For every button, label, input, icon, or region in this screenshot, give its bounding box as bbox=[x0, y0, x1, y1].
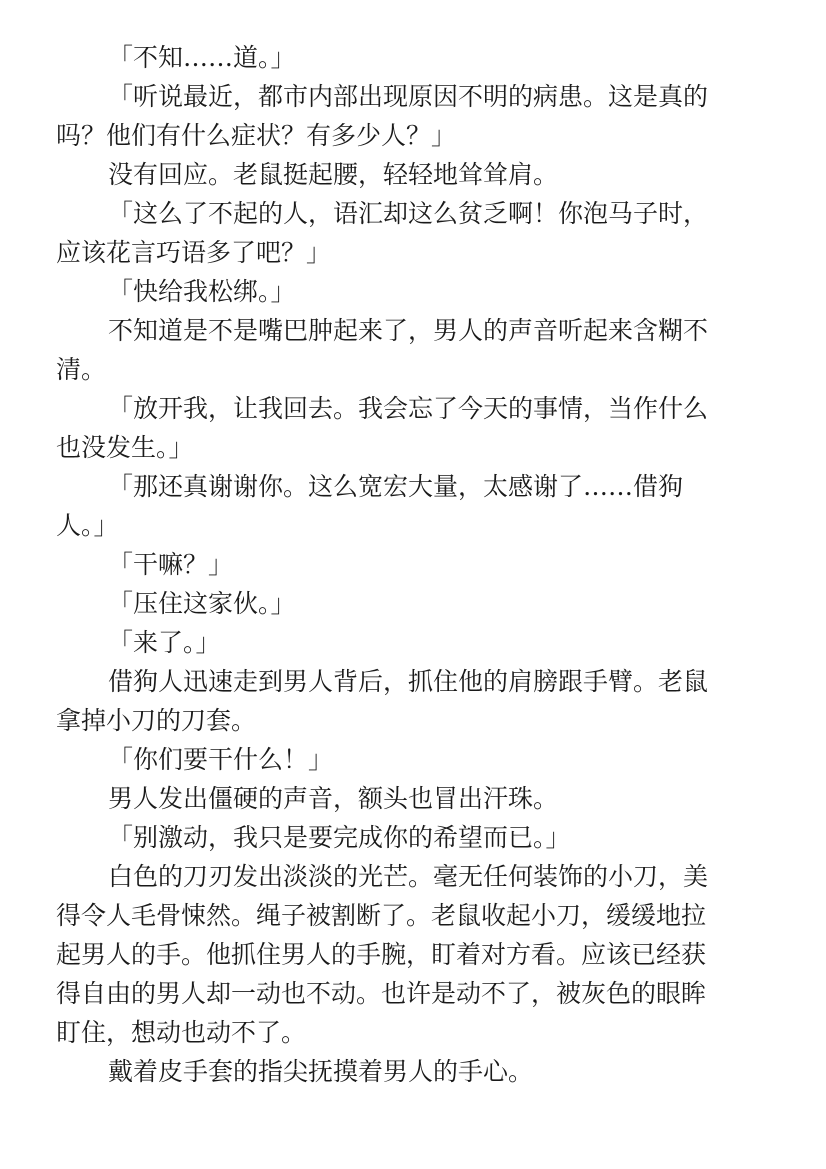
paragraph: 没有回应。老鼠挺起腰，轻轻地耸耸肩。 bbox=[108, 160, 559, 189]
paragraph: 戴着皮手套的指尖抚摸着男人的手心。 bbox=[108, 1057, 534, 1086]
paragraph: 「来了。」 bbox=[108, 628, 221, 657]
paragraph: 男人发出僵硬的声音，额头也冒出汗珠。 bbox=[108, 784, 559, 813]
paragraph: 「这么了不起的人，语汇却这么贫乏啊！你泡马子时， 应该花言巧语多了吧？」 bbox=[56, 199, 709, 267]
paragraph: 白色的刀刃发出淡淡的光芒。毫无任何装饰的小刀，美 得令人毛骨悚然。绳子被割断了。老鼠收起小刀，缓缓地拉 起男人的手。他抓住男人的手腕，盯着对方看。应该已经获 得自由的男人却一动也不动。也许是动不了，被灰色的眼眸 盯住，想动也动不了。 bbox=[56, 862, 709, 1047]
paragraph: 「你们要干什么！」 bbox=[108, 745, 334, 774]
paragraph: 「干嘛？」 bbox=[108, 550, 234, 579]
paragraph: 「压住这家伙。」 bbox=[108, 589, 296, 618]
paragraph: 「放开我，让我回去。我会忘了今天的事情，当作什么 也没发生。」 bbox=[56, 394, 709, 462]
paragraph: 不知道是不是嘴巴肿起来了，男人的声音听起来含糊不 清。 bbox=[56, 316, 709, 384]
paragraph: 「别激动，我只是要完成你的希望而已。」 bbox=[108, 823, 571, 852]
paragraph: 「听说最近，都市内部出现原因不明的病患。这是真的 吗？他们有什么症状？有多少人？」 bbox=[56, 82, 709, 150]
paragraph: 借狗人迅速走到男人背后，抓住他的肩膀跟手臂。老鼠 拿掉小刀的刀套。 bbox=[56, 667, 709, 735]
paragraph: 「那还真谢谢你。这么宽宏大量，太感谢了……借狗 人。」 bbox=[56, 472, 684, 540]
page-body bbox=[56, 38, 756, 1091]
paragraph: 「快给我松绑。」 bbox=[108, 277, 296, 306]
paragraph: 「不知……道。」 bbox=[108, 43, 296, 72]
